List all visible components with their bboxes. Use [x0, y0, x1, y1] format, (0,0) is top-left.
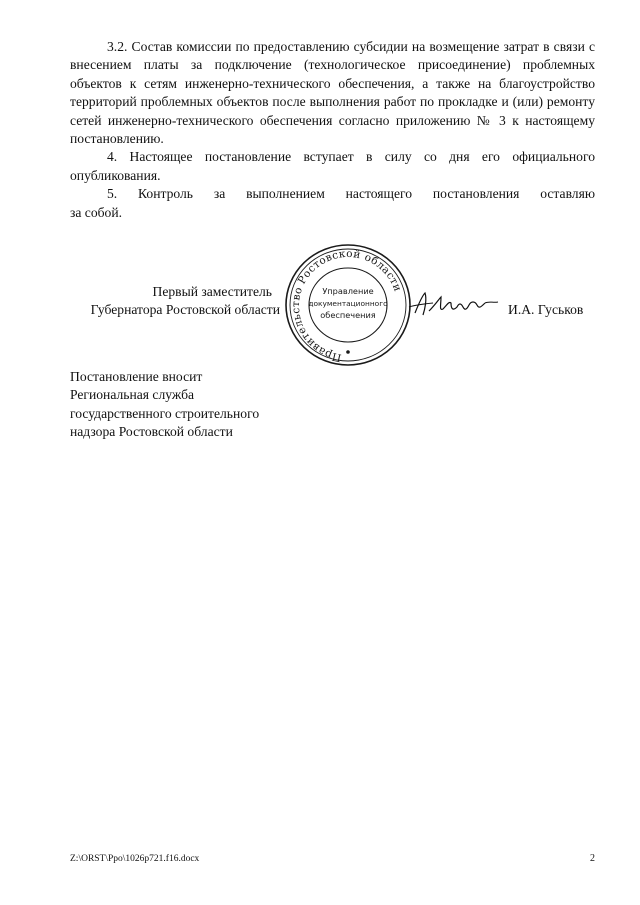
paragraph-3-2: 3.2. Состав комиссии по предоставлению субсидии на возмещение затрат в связи с внесением платы за подключение (технологическое присоединение) проблемных объектов к сетям инженерно-технического обеспечения, а также на благоустройство территорий проблемных объектов после выполнения работ по прокладке и (или) ремонту сетей инженерно-технического обеспечения согласно приложению № 3 к настоящему постановлению. — [70, 39, 595, 147]
signatory-position — [70, 283, 280, 320]
submitter-line2: Региональная служба — [70, 387, 195, 403]
stamp-center-line2: документационного — [308, 299, 388, 308]
submitter-line4: надзора Ростовской области — [70, 424, 233, 440]
stamp-center-line3: обеспечения — [320, 310, 376, 320]
footer-page-number: 2 — [590, 853, 595, 864]
submitter-line3: государственного строительного — [70, 405, 260, 421]
stamp-center-line1: Управление — [322, 286, 374, 296]
official-stamp — [283, 242, 413, 367]
footer-file-path: Z:\ORST\Ppo\1026p721.f16.docx — [70, 854, 200, 864]
submitter-line1: Постановление вносит — [70, 369, 203, 384]
stamp-dot-icon — [346, 350, 350, 354]
signatory-position-line1: Первый заместитель — [152, 284, 272, 299]
paragraph-5-continuation: за собой. — [70, 204, 123, 220]
handwritten-signature — [405, 285, 500, 325]
paragraph-5: 5. Контроль за выполнением настоящего постановления оставляю — [107, 186, 595, 202]
signer-name: И.А. Гуськов — [508, 302, 584, 317]
document-body — [70, 38, 595, 222]
paragraph-4: 4. Настоящее постановление вступает в силу со дня его официального опубликования. — [70, 149, 595, 183]
stamp-ring-text: Правительство Ростовской области — [289, 247, 404, 364]
signatory-position-line2: Губернатора Ростовской области — [90, 302, 280, 318]
submitter-block — [70, 368, 370, 442]
